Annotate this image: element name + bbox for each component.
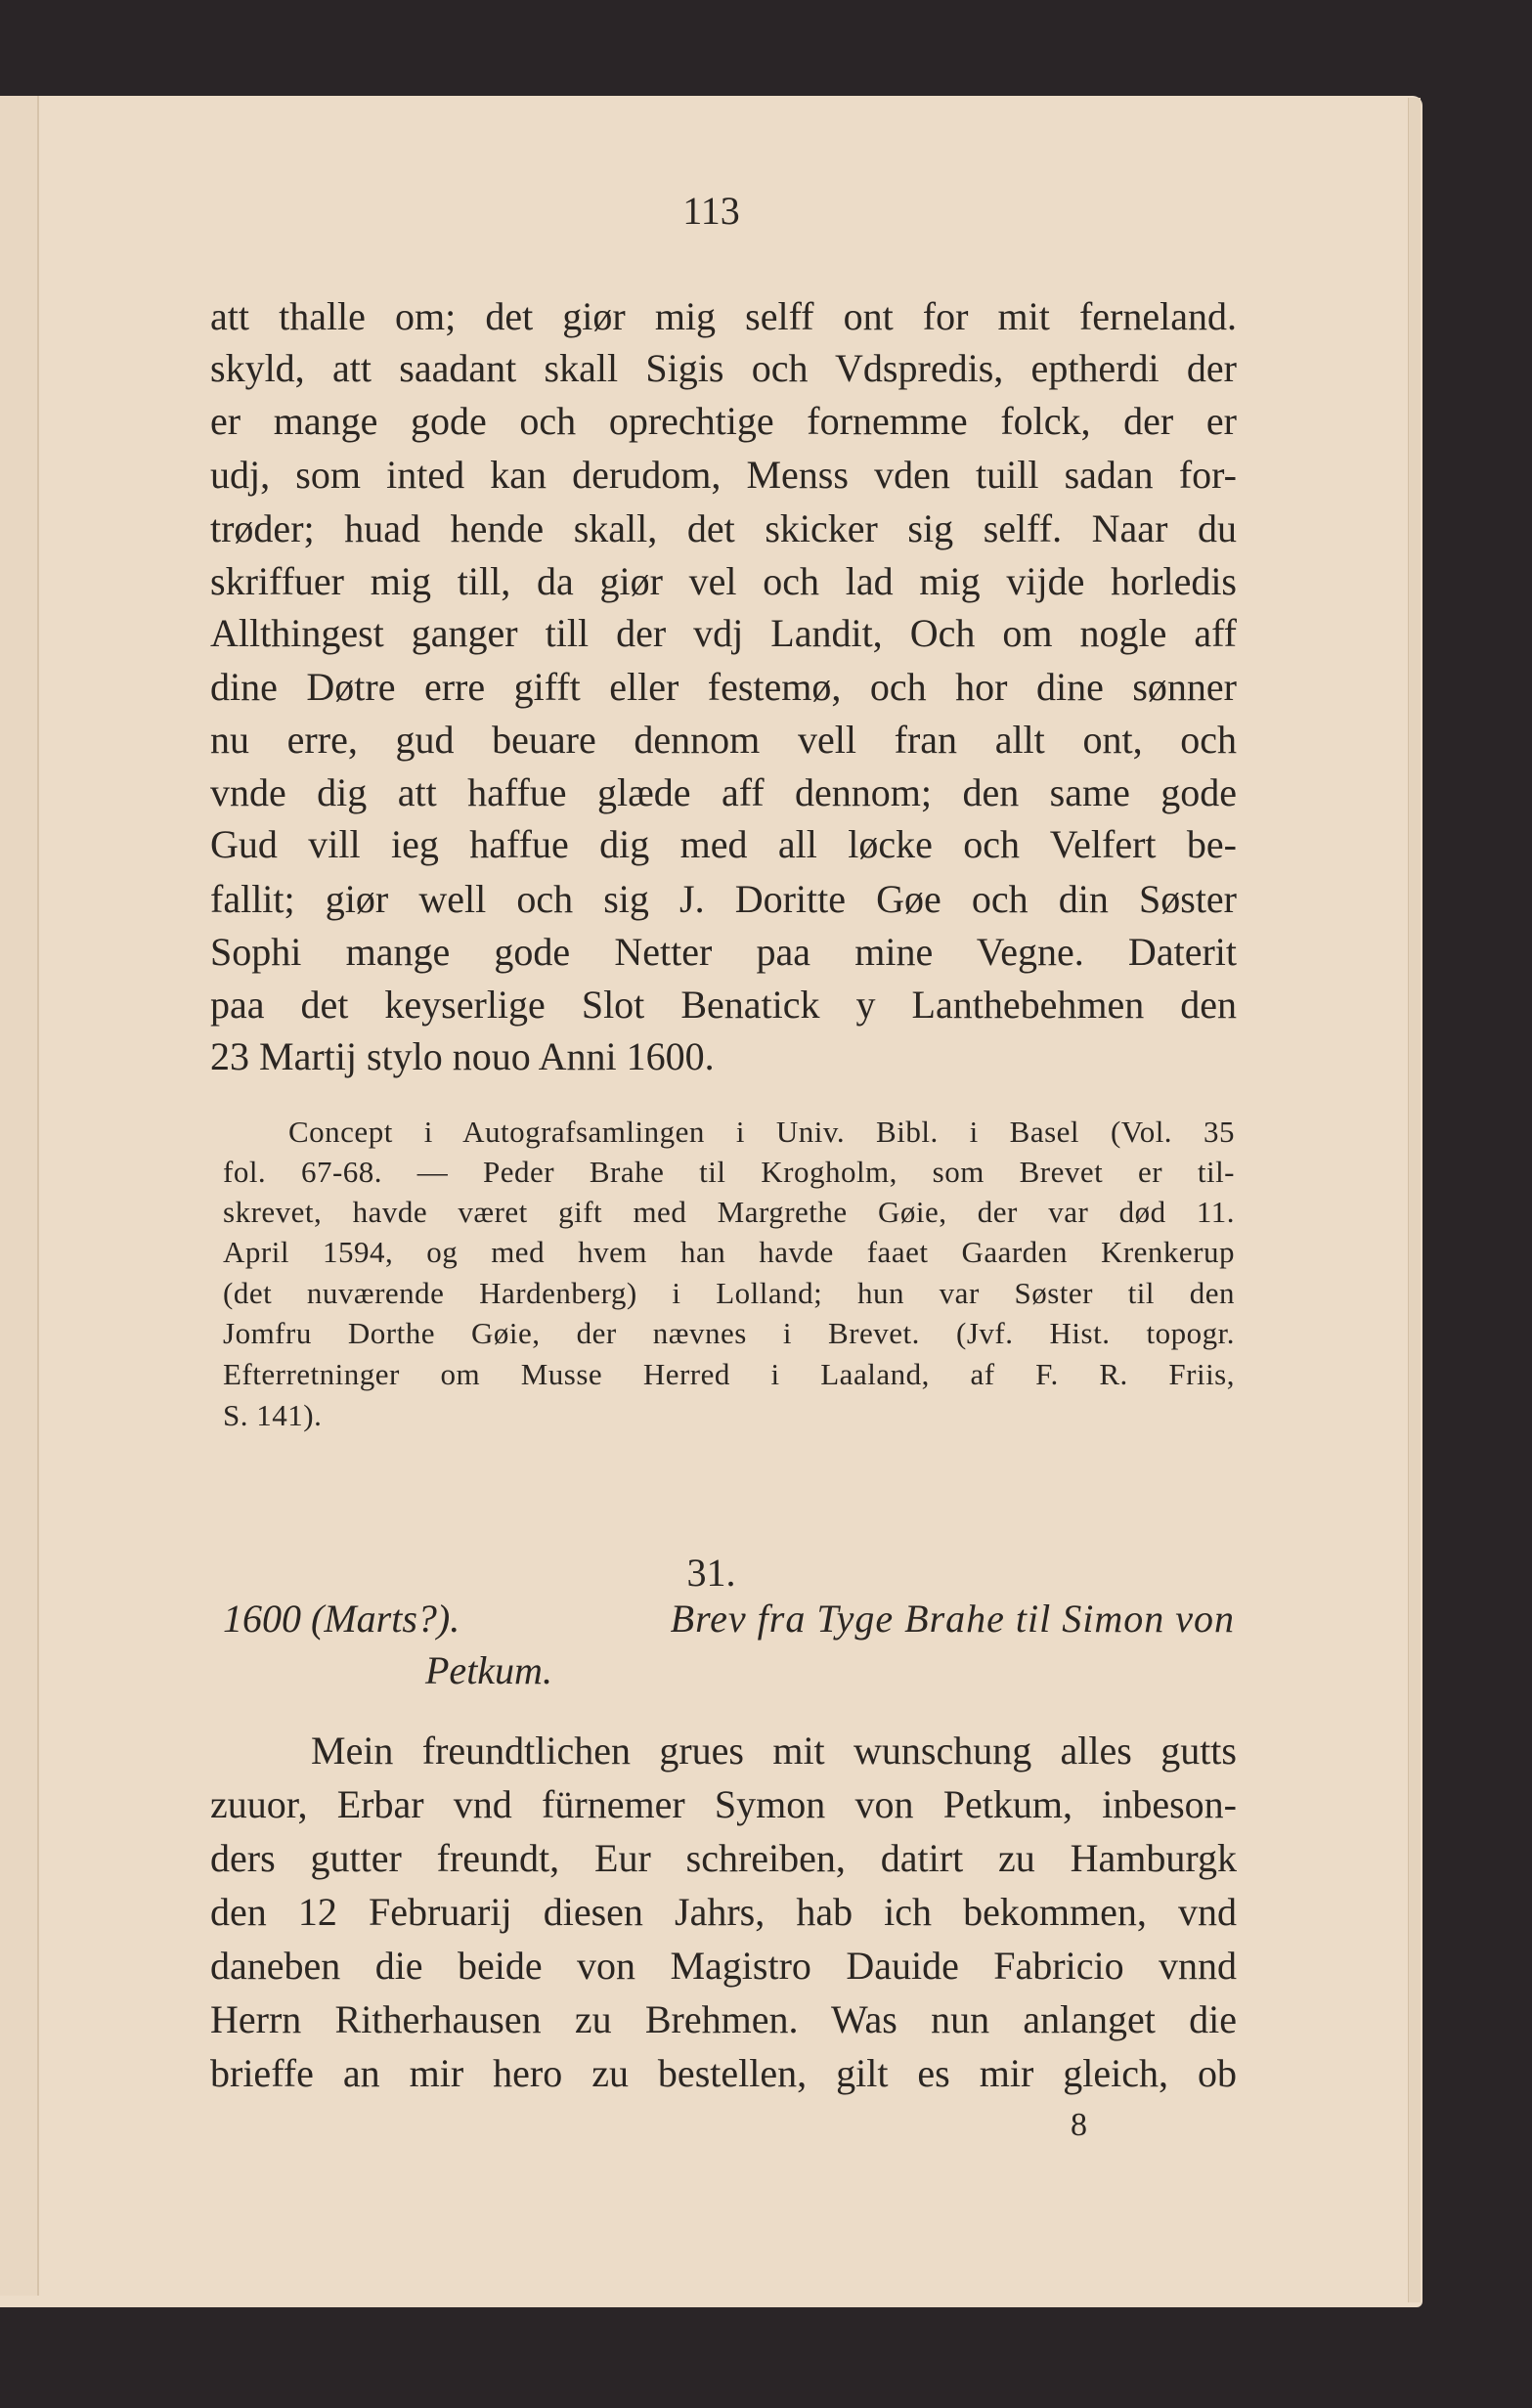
text-line: udj, som inted kan derudom, Menss vden tuill sadan for- xyxy=(210,453,1237,497)
footnote-line: Concept i Autografsamlingen i Univ. Bibl. i Basel (Vol. 35 xyxy=(288,1115,1235,1149)
text-line: paa det keyserlige Slot Benatick y Lanthebehmen den xyxy=(210,983,1237,1027)
section-number: 31. xyxy=(686,1551,736,1595)
text-line: Sophi mange gode Netter paa mine Vegne. Daterit xyxy=(210,930,1237,974)
text-line: nu erre, gud beuare dennom vell fran allt ont, och xyxy=(210,718,1237,762)
footnote-line: April 1594, og med hvem han havde faaet Gaarden Krenkerup xyxy=(223,1235,1235,1269)
text-line: Gud vill ieg haffue dig med all løcke och Velfert be- xyxy=(210,822,1237,866)
text-line: Allthingest ganger till der vdj Landit, Och om nogle aff xyxy=(210,611,1237,655)
text-line: dine Døtre erre gifft eller festemø, och hor dine sønner xyxy=(210,665,1237,709)
page-edge xyxy=(1408,98,1421,2302)
text-line: Herrn Ritherhausen zu Brehmen. Was nun anlanget die xyxy=(210,1997,1237,2041)
footnote-line: Jomfru Dorthe Gøie, der nævnes i Brevet. (Jvf. Hist. topogr. xyxy=(223,1316,1235,1350)
text-line: vnde dig att haffue glæde aff dennom; den same gode xyxy=(210,770,1237,814)
text-line: er mange gode och oprechtige fornemme folck, der er xyxy=(210,399,1237,443)
text-line: skyld, att saadant skall Sigis och Vdspredis, eptherdi der xyxy=(210,346,1237,390)
text-line: att thalle om; det giør mig selff ont for mit ferneland. xyxy=(210,294,1237,338)
text-line: skriffuer mig till, da giør vel och lad mig vijde horledis xyxy=(210,559,1237,603)
footnote-line: Efterretninger om Musse Herred i Laaland, af F. R. Friis, xyxy=(223,1357,1235,1391)
text-line: ders gutter freundt, Eur schreiben, datirt zu Hamburgk xyxy=(210,1836,1237,1880)
text-line: den 12 Februarij diesen Jahrs, hab ich bekommen, vnd xyxy=(210,1890,1237,1934)
footnote-line: skrevet, havde været gift med Margrethe Gøie, der var død 11. xyxy=(223,1195,1235,1229)
text-line: daneben die beide von Magistro Dauide Fabricio vnnd xyxy=(210,1944,1237,1988)
signature-mark: 8 xyxy=(1071,2107,1087,2143)
book-gutter xyxy=(0,96,39,2296)
footnote-line: fol. 67-68. — Peder Brahe til Krogholm, som Brevet er til- xyxy=(223,1155,1235,1189)
heading-date: 1600 (Marts?). xyxy=(223,1597,460,1641)
heading-title-continued: Petkum. xyxy=(425,1648,552,1692)
text-line: zuuor, Erbar vnd fürnemer Symon von Petkum, inbeson- xyxy=(210,1782,1237,1826)
text-line: fallit; giør well och sig J. Doritte Gøe och din Søster xyxy=(210,877,1237,921)
footnote-line: S. 141). xyxy=(223,1398,323,1432)
heading-title: Brev fra Tyge Brahe til Simon von xyxy=(670,1597,1235,1641)
text-line: 23 Martij stylo nouo Anni 1600. xyxy=(210,1034,715,1078)
text-line: Mein freundtlichen grues mit wunschung alles gutts xyxy=(311,1729,1237,1773)
text-line: brieffe an mir hero zu bestellen, gilt es mir gleich, ob xyxy=(210,2051,1237,2095)
footnote-line: (det nuværende Hardenberg) i Lolland; hun var Søster til den xyxy=(223,1276,1235,1310)
page-number: 113 xyxy=(682,189,740,233)
text-line: trøder; huad hende skall, det skicker sig selff. Naar du xyxy=(210,506,1237,550)
